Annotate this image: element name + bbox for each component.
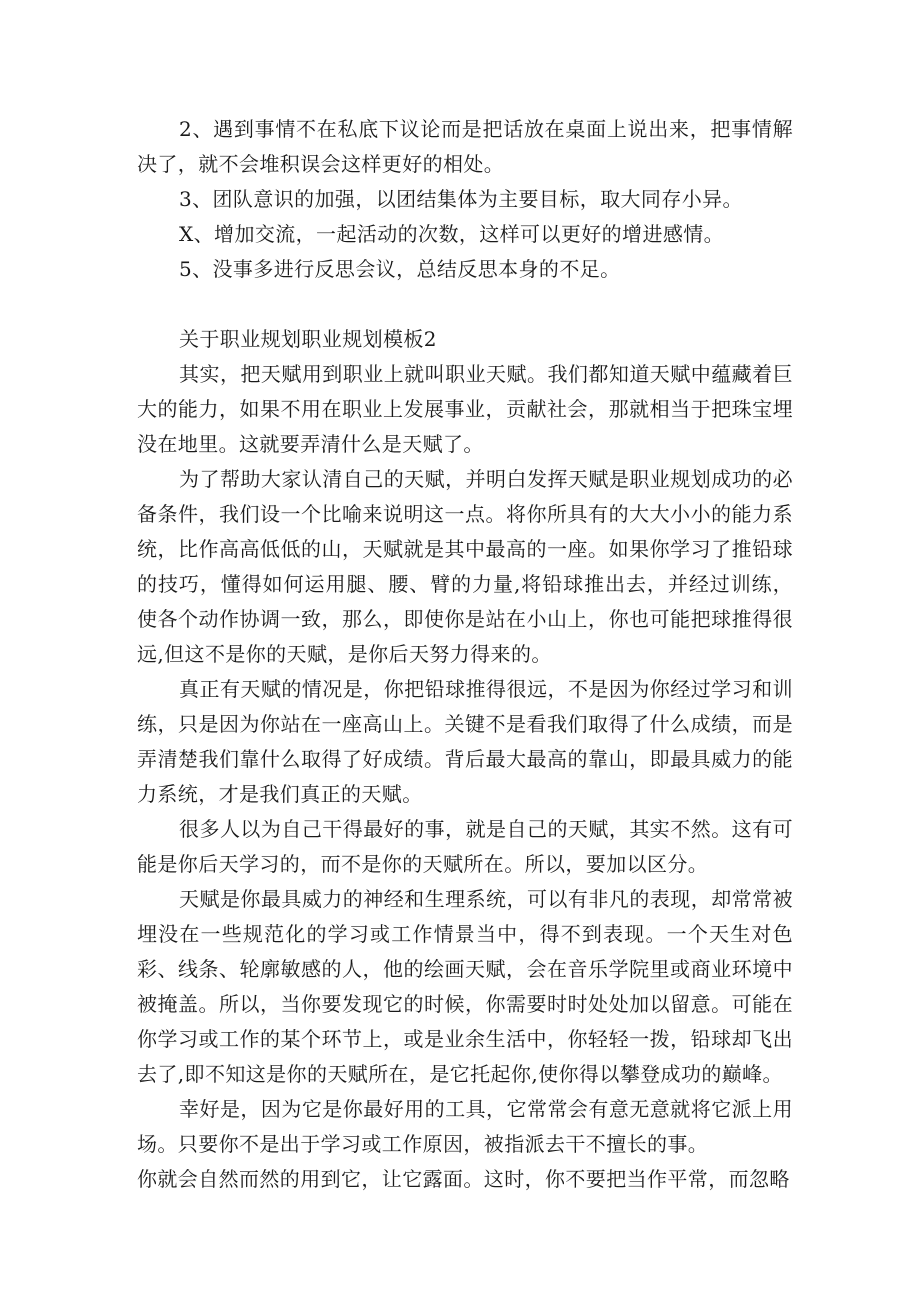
document-body xyxy=(137,112,793,1197)
paragraph-2: 为了帮助大家认清自己的天赋，并明白发挥天赋是职业规划成功的必备条件，我们设一个比喻来说明这一点。将你所具有的大大小小的能力系统，比作高高低低的山，天赋就是其中最高的一座。如果你学习了推铅球的技巧，懂得如何运用腿、腰、臂的力量,将铅球推出去，并经过训练，使各个动作协调一致，那么，即使你是站在小山上，你也可能把球推得很远,但这不是你的天赋，是你后天努力得来的。 xyxy=(137,467,793,666)
paragraph-5: 天赋是你最具威力的神经和生理系统，可以有非凡的表现，却常常被埋没在一些规范化的学习或工作情景当中，得不到表现。一个天生对色彩、线条、轮廓敏感的人，他的绘画天赋，会在音乐学院里或商业环境中被掩盖。所以，当你要发现它的时候，你需要时时处处加以留意。可能在你学习或工作的某个环节上，或是业余生活中，你轻轻一拨，铅球却飞出去了,即不知这是你的天赋所在，是它托起你,使你得以攀登成功的巅峰。 xyxy=(137,887,793,1086)
list-item-2: 2、遇到事情不在私底下议论而是把话放在桌面上说出来，把事情解决了，就不会堆积误会这样更好的相处。 xyxy=(137,117,793,176)
section-title: 关于职业规划职业规划模板2 xyxy=(179,327,437,351)
list-item-4: X、增加交流，一起活动的次数，这样可以更好的增进感情。 xyxy=(179,222,725,246)
trailing-line: 你就会自然而然的用到它，让它露面。这时，你不要把当作平常，而忽略 xyxy=(137,1167,790,1191)
paragraph-1: 其实，把天赋用到职业上就叫职业天赋。我们都知道天赋中蕴藏着巨大的能力，如果不用在职业上发展事业，贡献社会，那就相当于把珠宝埋没在地里。这就要弄清什么是天赋了。 xyxy=(137,362,793,456)
list-item-3: 3、团队意识的加强，以团结集体为主要目标，取大同存小异。 xyxy=(179,187,743,211)
section-gap xyxy=(137,287,793,322)
list-item-5: 5、没事多进行反思会议，总结反思本身的不足。 xyxy=(179,257,621,281)
paragraph-6: 幸好是，因为它是你最好用的工具，它常常会有意无意就将它派上用场。只要你不是出于学习或工作原因，被指派去干不擅长的事。 xyxy=(137,1097,793,1156)
paragraph-3: 真正有天赋的情况是，你把铅球推得很远，不是因为你经过学习和训练，只是因为你站在一座高山上。关键不是看我们取得了什么成绩，而是弄清楚我们靠什么取得了好成绩。背后最大最高的靠山，即最具威力的能力系统，才是我们真正的天赋。 xyxy=(137,677,793,806)
paragraph-4: 很多人以为自己干得最好的事，就是自己的天赋，其实不然。这有可能是你后天学习的，而不是你的天赋所在。所以，要加以区分。 xyxy=(137,817,793,876)
